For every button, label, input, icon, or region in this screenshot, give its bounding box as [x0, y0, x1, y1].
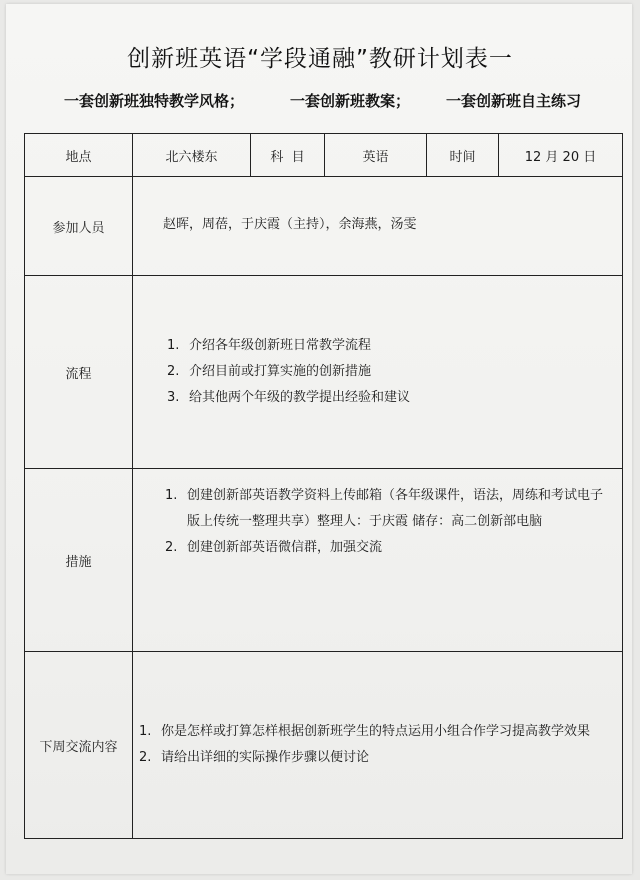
list-item-text: 介绍各年级创新班日常教学流程: [189, 338, 372, 353]
list-item: [139, 719, 622, 745]
process-list: [133, 276, 623, 469]
table-row-next-week: [25, 652, 623, 839]
subtitle-lesson-plan: 一套创新班教案；: [290, 92, 411, 110]
list-item: [167, 359, 622, 385]
list-item: [165, 483, 622, 535]
list-item-text: 你是怎样或打算怎样根据创新班学生的特点运用小组合作学习提高教学效果: [161, 724, 591, 739]
list-item-text: 请给出详细的实际操作步骤以便讨论: [161, 750, 370, 765]
participants-value: 赵晖，周蓓，于庆霞（主持），余海燕，汤雯: [133, 177, 623, 276]
table-row-header: [25, 134, 623, 177]
table-row-process: [25, 276, 623, 469]
table-row-participants: [25, 177, 623, 276]
participants-label: 参加人员: [25, 177, 133, 276]
list-item-number: 2.: [167, 364, 180, 379]
process-label: 流程: [25, 276, 133, 469]
subtitle-teaching-style: 一套创新班独特教学风格；: [64, 92, 245, 110]
list-item: [139, 745, 622, 771]
list-item-text: 介绍目前或打算实施的创新措施: [189, 364, 372, 379]
list-item: [167, 385, 622, 411]
measures-list: [133, 469, 623, 652]
subtitle-self-practice: 一套创新班自主练习: [446, 92, 582, 110]
measures-label: 措施: [25, 469, 133, 652]
subject-label: 科 目: [251, 134, 325, 177]
list-item-number: 2.: [139, 750, 152, 765]
list-item-number: 2.: [165, 540, 178, 555]
list-item-number: 3.: [167, 390, 180, 405]
list-item-number: 1.: [167, 338, 180, 353]
document-title: 创新班英语“学段通融”教研计划表一: [127, 46, 513, 72]
next-week-label: 下周交流内容: [25, 652, 133, 839]
list-item-text: 给其他两个年级的教学提出经验和建议: [189, 390, 411, 405]
list-item-number: 1.: [139, 724, 152, 739]
next-week-list: [133, 652, 623, 839]
list-item: [167, 333, 622, 359]
location-label: 地点: [25, 134, 133, 177]
list-item-text: 创建创新部英语教学资料上传邮箱（各年级课件，语法，周练和考试电子版上传统一整理共享）整理人：于庆霞 储存：高二创新部电脑: [187, 488, 604, 529]
time-value: 12 月 20 日: [499, 134, 623, 177]
plan-table: [24, 133, 623, 839]
time-label: 时间: [427, 134, 499, 177]
list-item-text: 创建创新部英语微信群，加强交流: [187, 540, 383, 555]
subject-value: 英语: [325, 134, 427, 177]
table-row-measures: [25, 469, 623, 652]
list-item-number: 1.: [165, 488, 178, 503]
list-item: [165, 535, 622, 561]
location-value: 北六楼东: [133, 134, 251, 177]
